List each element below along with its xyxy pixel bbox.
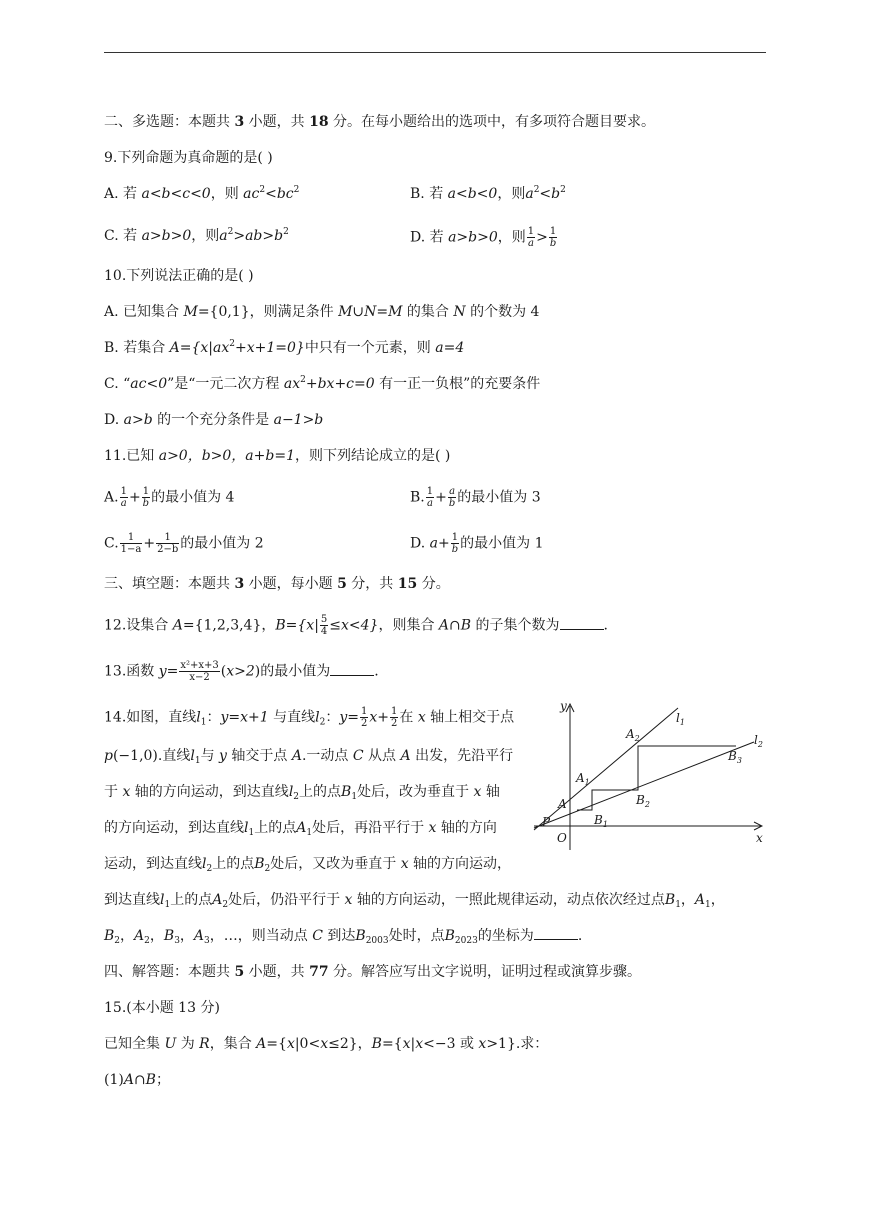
question-15-title: 15.(本小题 13 分)	[104, 1000, 220, 1016]
question-13: 13.函数 y= $\frac{\text{x²+x+3}}{x-2}$ (x>2)的最小值为 .	[104, 660, 379, 683]
label-A2: $A_2$	[626, 727, 640, 743]
question-10-option-b: B. 若集合 $A=\{x|ax^2+x+1=0\}$中只有一个元素，则 a=4	[104, 339, 465, 356]
question-9-stem: 9.下列命题为真命题的是( )	[104, 150, 273, 166]
label-B1: $B_1$	[594, 813, 608, 829]
question-14-line-4: 的方向运动，到达直线$l_1$上的点$A_1$处后，再沿平行于 x 轴的方向	[104, 820, 497, 838]
question-11-stem: 11.已知 a>0，b>0，a+b=1，则下列结论成立的是( )	[104, 448, 451, 464]
label-P: P	[542, 815, 551, 829]
question-11-option-d: D. a+ $\frac{1}{b}$ 的最小值为 1	[410, 532, 544, 555]
question-9-option-b: B. 若 a<b<0，则$a^2<b^2$	[410, 185, 566, 202]
label-A1: $A_1$	[576, 771, 590, 787]
label-l1: $l_1$	[676, 711, 685, 727]
label-x: x	[756, 831, 763, 845]
line-l2	[534, 742, 754, 828]
question-14-figure	[530, 700, 770, 850]
section-heading-solutions: 四、解答题：本题共 5 小题，共 77 分。解答应写出文字说明，证明过程或演算步骤。	[104, 964, 642, 980]
question-14-line-3: 于 x 轴的方向运动，到达直线$l_2$上的点$B_1$处后，改为垂直于 x 轴	[104, 784, 500, 802]
question-10-stem: 10.下列说法正确的是( )	[104, 268, 254, 284]
question-9-option-c: C. 若 a>b>0，则$a^2>ab>b^2$	[104, 227, 289, 244]
answer-blank	[330, 663, 374, 676]
section-heading-fill-in: 三、填空题：本题共 3 小题，每小题 5 分，共 15 分。	[104, 576, 450, 592]
question-9-option-a: A. 若 a<b<c<0，则 $ac^2<bc^2$	[104, 185, 300, 202]
staircase-path	[577, 746, 736, 810]
label-B3: $B_3$	[728, 749, 742, 765]
label-l2: $l_2$	[754, 733, 763, 749]
question-11-option-a: A. $\frac{1}{a}$ + $\frac{1}{b}$ 的最小值为 4	[104, 486, 235, 509]
question-14-line-1: 14.如图，直线$l_1$：y=x+1 与直线$l_2$：y= $\frac{1}{2}$ x+ $\frac{1}{2}$ 在 x 轴上相交于点	[104, 706, 515, 729]
answer-blank	[560, 617, 604, 630]
question-11-option-c: C. $\frac{1}{1-a}$ + $\frac{1}{2-b}$ 的最小值为 2	[104, 532, 264, 555]
label-B2: $B_2$	[636, 793, 650, 809]
question-14-line-5: 运动，到达直线$l_2$上的点$B_2$处后，又改为垂直于 x 轴的方向运动，	[104, 856, 512, 874]
question-10-option-a: A. 已知集合 M={0,1}，则满足条件 M∪N=M 的集合 N 的个数为 4	[104, 304, 540, 320]
question-9-option-d: D. 若 a>b>0，则 $\frac{1}{a}$ > $\frac{1}{b}$	[410, 226, 557, 249]
header-rule	[104, 52, 766, 53]
question-10-option-c: C. “ac<0”是“一元二次方程 $ax^2+bx+c=0$ 有一正一负根”的充要条件	[104, 375, 541, 392]
question-15-part-1: (1)A∩B；	[104, 1072, 170, 1088]
answer-blank	[534, 927, 578, 940]
question-14-line-6: 到达直线$l_1$上的点$A_2$处后，仍沿平行于 x 轴的方向运动，一照此规律运动，动点依次经过点$B_1$，$A_1$，	[104, 892, 725, 910]
label-A: A	[558, 797, 567, 811]
label-y: y	[560, 700, 567, 713]
question-10-option-d: D. a>b 的一个充分条件是 a−1>b	[104, 412, 324, 428]
question-15-stem: 已知全集 U 为 R，集合 A={x|0<x≤2}，B={x|x<−3 或 x>1}.求：	[104, 1036, 549, 1052]
question-14-line-2: p(−1,0).直线$l_1$与 y 轴交于点 A.一动点 C 从点 A 出发，先沿平行	[104, 748, 514, 766]
question-12: 12.设集合 A={1,2,3,4}，B={x| $\frac{5}{4}$ ≤x<4}，则集合 A∩B 的子集个数为 .	[104, 614, 608, 637]
line-l1	[534, 708, 678, 830]
label-origin: O	[557, 831, 567, 845]
question-14-line-7: $B_2$，$A_2$，$B_3$，$A_3$，…，则当动点 C 到达$B_{2003}$处时，点$B_{2023}$的坐标为 .	[104, 928, 583, 946]
section-heading-multi-choice: 二、多选题：本题共 3 小题，共 18 分。在每小题给出的选项中，有多项符合题目要求。	[104, 114, 656, 130]
question-11-option-b: B. $\frac{1}{a}$ + $\frac{a}{b}$ 的最小值为 3	[410, 486, 541, 509]
